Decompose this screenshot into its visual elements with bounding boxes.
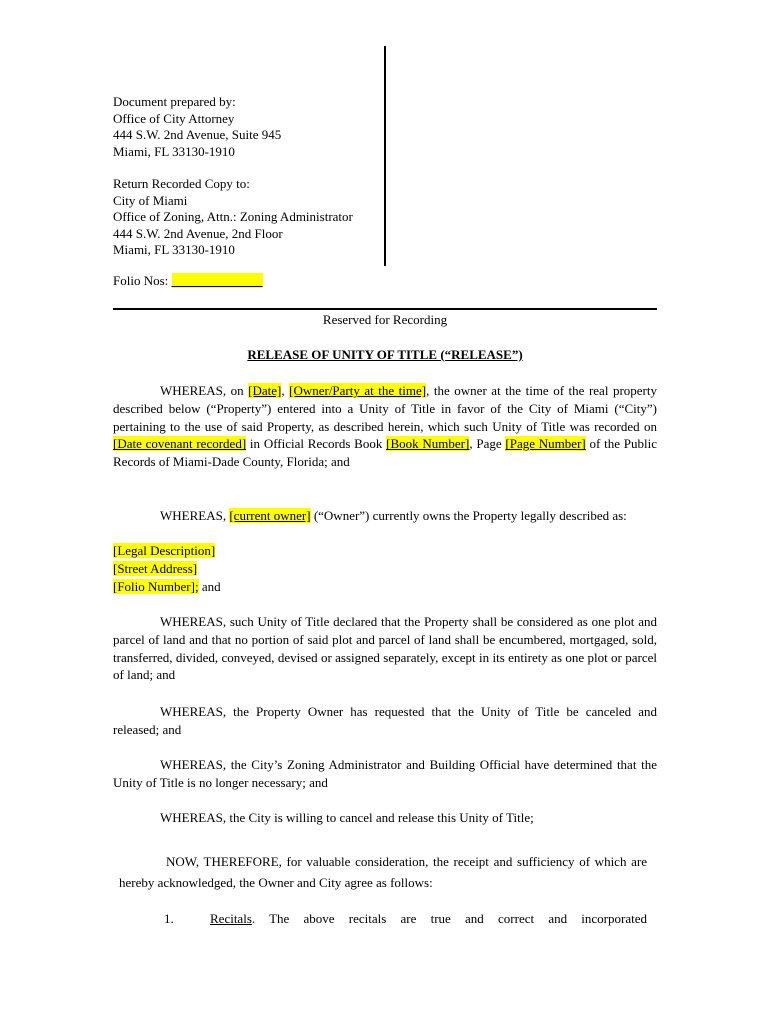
return-to-line: City of Miami bbox=[113, 192, 188, 208]
return-to-line: Miami, FL 33130-1910 bbox=[113, 242, 235, 257]
owner-party-field[interactable]: [Owner/Party at the time] bbox=[289, 383, 427, 398]
prepared-by-line: 444 S.W. 2nd Avenue, Suite 945 bbox=[113, 127, 282, 142]
street-address-field[interactable]: [Street Address] bbox=[113, 560, 198, 576]
document-title: RELEASE OF UNITY OF TITLE (“RELEASE”) bbox=[247, 347, 523, 362]
text-run: of the Public Records of Miami-Dade County, Florida; and bbox=[113, 436, 658, 470]
text-run: WHEREAS, bbox=[160, 508, 230, 523]
prepared-by-heading: Document prepared by: bbox=[113, 94, 236, 109]
now-therefore-paragraph: NOW, THEREFORE, for valuable consideration, the receipt and sufficiency of which are hereby acknowledged, the Owner and City agree as follows: bbox=[119, 854, 647, 890]
date-recorded-field[interactable]: [Date covenant recorded] bbox=[113, 436, 247, 452]
return-to-line: Office of Zoning, Attn.: Zoning Administrator bbox=[113, 209, 353, 224]
prepared-by-block bbox=[113, 94, 281, 160]
recital-paragraph-5: WHEREAS, the City’s Zoning Administrator and Building Official have determined that the Unity of Title is no longer necessary; and bbox=[113, 757, 657, 790]
header-divider-vertical bbox=[384, 46, 386, 266]
return-to-line: 444 S.W. 2nd Avenue, 2nd Floor bbox=[113, 225, 283, 241]
reserved-for-recording: Reserved for Recording bbox=[322, 312, 448, 327]
recital-paragraph-2 bbox=[113, 507, 657, 525]
text-run: in Official Records Book bbox=[246, 436, 387, 452]
return-to-block bbox=[113, 176, 353, 259]
text-run: , the owner at the time of the real property described below (“Property”) entered into a Unity of Title in favor of the City of Miami (“City”) pertaining to the use of said Property, as described herein, which such Unity of Title was recorded on bbox=[113, 383, 657, 434]
recital-paragraph-6: WHEREAS, the City is willing to cancel and release this Unity of Title; bbox=[160, 810, 534, 825]
current-owner-field[interactable]: [current owner] bbox=[229, 508, 311, 523]
text-run: and bbox=[198, 578, 221, 594]
folio-line bbox=[113, 273, 263, 289]
recording-divider bbox=[113, 308, 657, 310]
recital-paragraph-3: WHEREAS, such Unity of Title declared that the Property shall be considered as one plot and parcel of land and that no portion of said plot and parcel of land shall be encumbered, mortgaged, sold, transferred, divided, conveyed, devised or assigned separately, except in its entirety as one plot or parcel of land; and bbox=[113, 614, 657, 683]
item-heading: Recitals bbox=[210, 911, 252, 926]
date-field[interactable]: [Date] bbox=[248, 383, 282, 398]
recital-paragraph-4: WHEREAS, the Property Owner has requested that the Unity of Title be canceled and released; and bbox=[113, 704, 657, 737]
folio-blank-field[interactable]: ______________ bbox=[171, 273, 263, 288]
book-number-field[interactable]: [Book Number] bbox=[386, 436, 470, 452]
prepared-by-line: Miami, FL 33130-1910 bbox=[113, 143, 235, 159]
prepared-by-line: Office of City Attorney bbox=[113, 110, 235, 126]
item-number: 1. bbox=[164, 911, 174, 926]
folio-number-field[interactable]: [Folio Number]; bbox=[113, 578, 199, 594]
page-number-field[interactable]: [Page Number] bbox=[505, 436, 586, 452]
item-recitals bbox=[210, 911, 647, 927]
text-run: , bbox=[281, 383, 290, 398]
text-run: (“Owner”) currently owns the Property legally described as: bbox=[310, 508, 627, 523]
recital-paragraph-1 bbox=[113, 382, 657, 471]
text-run: WHEREAS, on bbox=[160, 383, 249, 398]
legal-description-field[interactable]: [Legal Description] bbox=[113, 543, 216, 558]
return-to-heading: Return Recorded Copy to: bbox=[113, 176, 250, 191]
item-text: . The above recitals are true and correct and incorporated bbox=[251, 911, 647, 926]
property-details bbox=[113, 542, 657, 595]
folio-label: Folio Nos: bbox=[113, 273, 169, 288]
text-run: , Page bbox=[469, 436, 506, 452]
